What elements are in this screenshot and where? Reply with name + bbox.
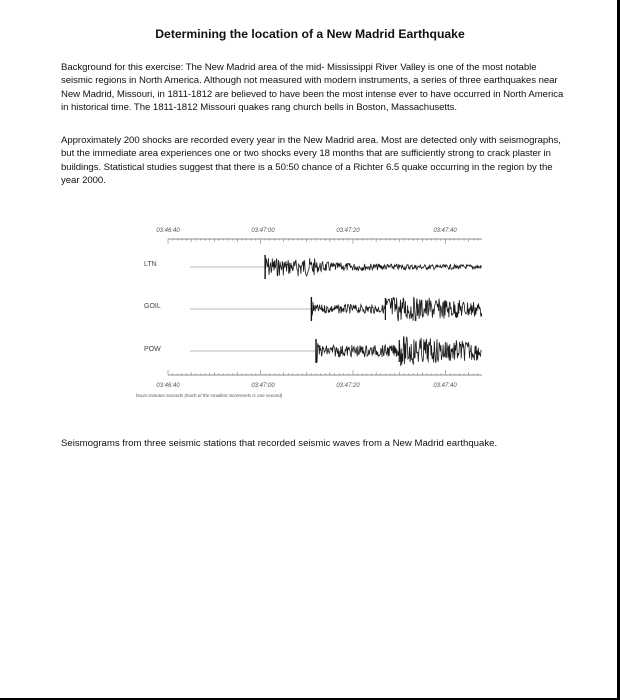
background-paragraph: Background for this exercise: The New Madrid area of the mid- Mississippi River Valley is one of the most notable seismic regions in North America. Although not measured with modern instruments, a series of three earthquakes near New Madrid, Missouri, in 1811-1812 are believed to have been the most intense ever to have occurred in North America in historical time. The 1811-1812 Missouri quakes rang church bells in Boston, Massachusetts. — [61, 62, 564, 113]
bottom-time-label: 03:47:20 — [336, 383, 360, 389]
seismogram-trace-goil — [190, 297, 482, 321]
page-title: Determining the location of a New Madrid Earthquake — [155, 27, 465, 41]
top-time-label: 03:47:00 — [251, 228, 275, 234]
seismogram-svg — [134, 224, 494, 404]
top-time-label: 03:47:20 — [336, 228, 360, 234]
bottom-time-label: 03:47:40 — [433, 383, 457, 389]
seismogram-trace-ltn — [190, 255, 482, 279]
seismogram-figure — [134, 224, 494, 404]
axis-note: hours:minutes:seconds (Each of the smallest increments is one second) — [136, 393, 283, 398]
top-time-label: 03:47:40 — [433, 228, 457, 234]
bottom-time-axis — [168, 370, 482, 375]
seismogram-trace-pow — [190, 337, 482, 366]
station-label-ltn: LTN — [144, 261, 157, 268]
bottom-time-label: 03:47:00 — [251, 383, 275, 389]
figure-caption: Seismograms from three seismic stations that recorded seismic waves from a New Madrid earthquake. — [61, 438, 498, 449]
top-time-label: 03:46:40 — [156, 228, 180, 234]
waveform — [311, 297, 482, 321]
station-label-pow: POW — [144, 346, 161, 353]
waveform — [265, 258, 482, 276]
top-time-axis — [168, 239, 482, 244]
activity-paragraph: Approximately 200 shocks are recorded every year in the New Madrid area. Most are detected only with seismographs, but the immediate area experiences one or two shocks every 18 months that are sufficiently strong to crack plaster in buildings. Statistical studies suggest that there is a 50:50 chance of a Richter 6.5 quake occurring in the region by the year 2000. — [61, 135, 561, 186]
station-label-goil: GOIL — [144, 303, 161, 310]
bottom-time-label: 03:46:40 — [156, 383, 180, 389]
